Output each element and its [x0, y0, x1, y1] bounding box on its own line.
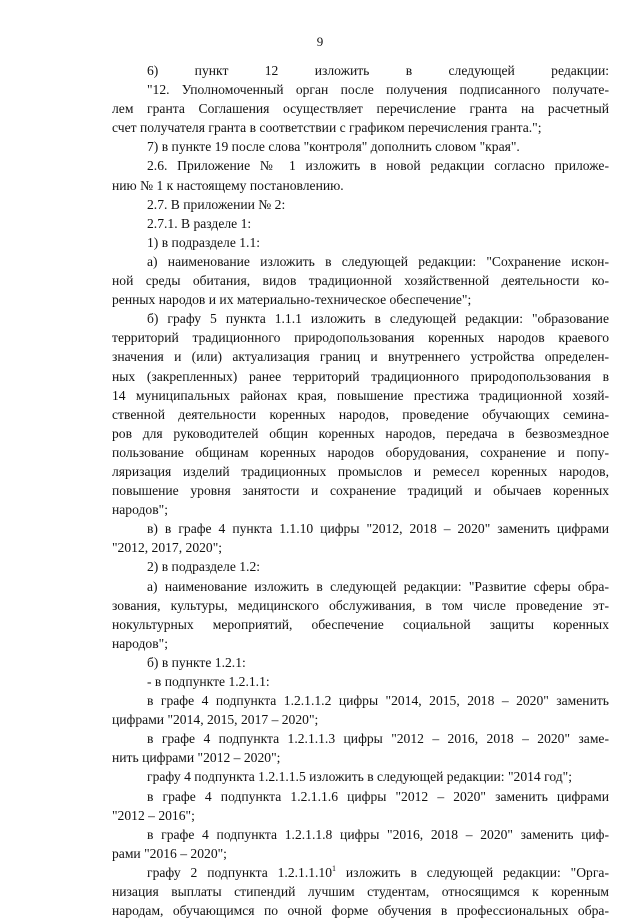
text-line: графу 4 подпункта 1.2.1.1.5 изложить в следующей редакции: "2014 год";: [147, 769, 572, 785]
page-number: 9: [316, 34, 324, 49]
text-line: значения и (или) актуализация границ и внутреннего устройства определен-: [112, 349, 609, 365]
text-line: ляризация изделий традиционных промыслов и ремесел коренных народов,: [112, 463, 609, 479]
text-line: 7) в пункте 19 после слова "контроля" дополнить словом "края".: [147, 139, 520, 155]
text-line: ной среды обитания, видов традиционной хозяйственной деятельности ко-: [112, 273, 609, 289]
text-line: 1) в подразделе 1.1:: [147, 234, 261, 250]
text-line: нию № 1 к настоящему постановлению.: [112, 177, 344, 193]
text-line: цифрами "2014, 2015, 2017 – 2020";: [112, 712, 319, 728]
text-line: повышение уровня занятости и сохранение традиций и обычаев коренных: [112, 483, 609, 499]
text-line: а) наименование изложить в следующей редакции: "Сохранение искон-: [147, 253, 609, 269]
text-line: 2.6. Приложение № 1 изложить в новой редакции согласно приложе-: [147, 158, 609, 174]
text-line: 2) в подразделе 1.2:: [147, 559, 261, 575]
text-line: счет получателя гранта в соответствии с графиком перечисления гранта.";: [112, 120, 542, 136]
text-line: 14 муниципальных районах края, повышение престижа традиционной хозяй-: [112, 387, 609, 403]
text-line: 6) пункт 12 изложить в следующей редакции:: [147, 63, 609, 78]
text-line: б) графу 5 пункта 1.1.1 изложить в следующей редакции: "образование: [147, 311, 609, 327]
text-line: лем гранта Соглашения осуществляет перечисление гранта на расчетный: [112, 101, 609, 117]
text-line: в графе 4 подпункта 1.2.1.1.6 цифры "2012 – 2020" заменить цифрами: [147, 788, 609, 804]
text-line: нокультурных мероприятий, обеспечение социальной защиты коренных: [112, 616, 609, 632]
text-line: народов";: [112, 635, 168, 651]
text-line: зования, культуры, медицинского обслуживания, в том числе проведение эт-: [112, 597, 609, 613]
text-line: народов";: [112, 502, 168, 518]
text-line: в) в графе 4 пункта 1.1.10 цифры "2012, 2018 – 2020" заменить цифрами: [147, 521, 609, 537]
text-line: 2.7. В приложении № 2:: [147, 196, 286, 212]
text-fragment: изложить в следующей редакции: "Орга-: [336, 864, 609, 880]
text-line: в графе 4 подпункта 1.2.1.1.8 цифры "2016, 2018 – 2020" заменить циф-: [147, 826, 609, 842]
text-line: рами "2016 – 2020";: [112, 845, 227, 861]
text-line: в графе 4 подпункта 1.2.1.1.3 цифры "2012 – 2016, 2018 – 2020" заме-: [147, 731, 609, 747]
text-line: а) наименование изложить в следующей редакции: "Развитие сферы обра-: [147, 578, 609, 594]
text-line: ренных народов и их материально-техническое обеспечение";: [112, 292, 472, 308]
text-line: "2012 – 2016";: [112, 807, 195, 823]
text-line: "12. Уполномоченный орган после получения подписанного получате-: [147, 82, 609, 98]
text-line: пользование общинам коренных народов оборудования, сохранение и попу-: [112, 444, 609, 460]
text-line: 2.7.1. В разделе 1:: [147, 215, 252, 231]
text-line: нить цифрами "2012 – 2020";: [112, 750, 281, 766]
text-line: низация выплаты стипендий лучшим студентам, относящимся к коренным: [112, 884, 609, 900]
document-body: [112, 61, 609, 920]
text-line: территорий традиционного природопользования коренных народов краевого: [112, 330, 609, 346]
text-line: "2012, 2017, 2020";: [112, 540, 223, 556]
text-line: ров для руководителей общин коренных народов, передача в безвозмездное: [112, 425, 609, 441]
text-line: б) в пункте 1.2.1:: [147, 654, 246, 670]
footnote-superscript: 1: [332, 863, 337, 873]
text-line: ственной деятельности коренных народов, проведение обучающих семина-: [112, 406, 609, 422]
text-line-with-superscript: [112, 863, 609, 882]
text-line: ных (закрепленных) ранее территорий традиционного природопользования в: [112, 368, 609, 384]
text-line: - в подпункте 1.2.1.1:: [147, 674, 270, 689]
text-fragment: графу 2 подпункта 1.2.1.1.10: [147, 864, 333, 880]
text-line: в графе 4 подпункта 1.2.1.1.2 цифры "2014, 2015, 2018 – 2020" заменить: [147, 693, 609, 709]
text-line: народам, обучающимся по очной форме обучения в профессиональных обра-: [112, 903, 609, 919]
